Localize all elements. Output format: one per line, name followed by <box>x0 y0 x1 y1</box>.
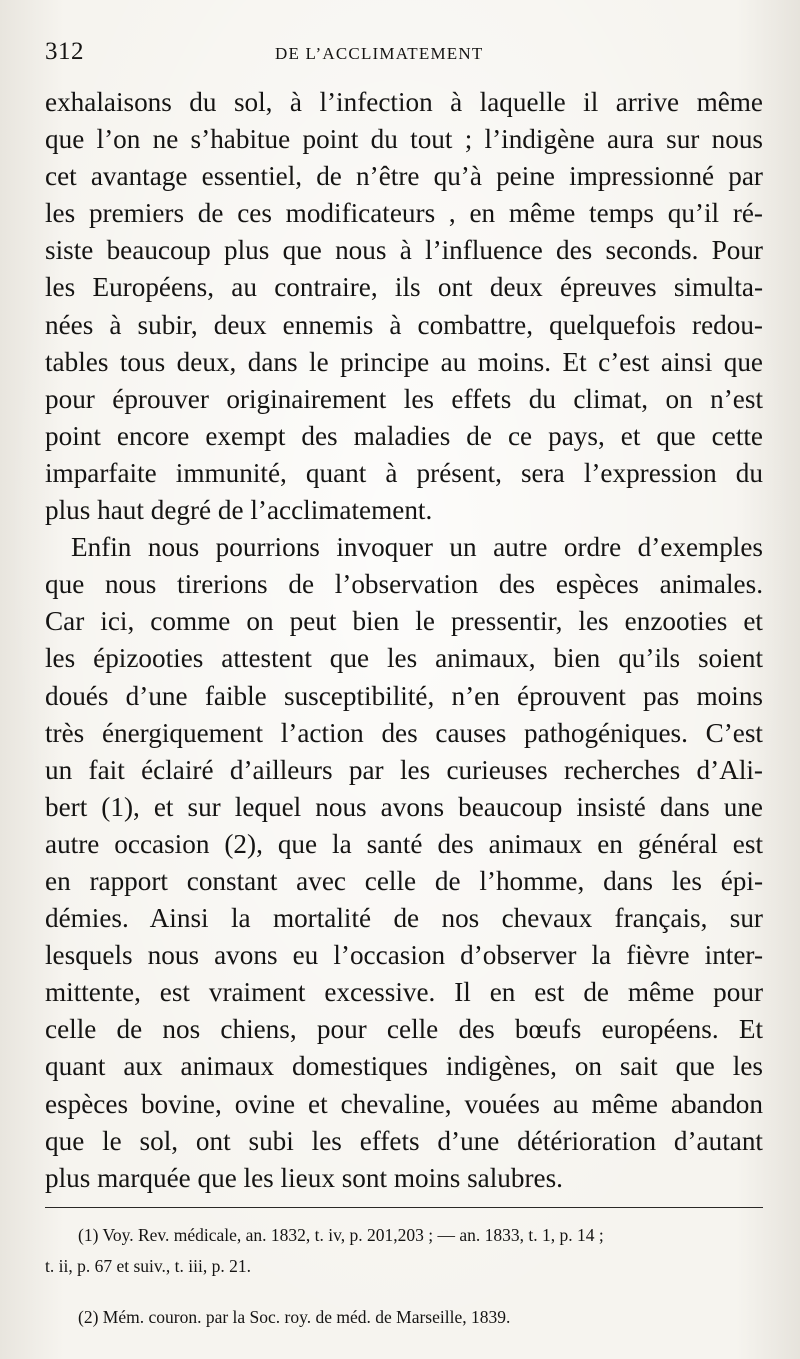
text-line: celle de nos chiens, pour celle des bœufs européens. Et <box>45 1014 763 1045</box>
text-line: très énergiquement l’action des causes pathogéniques. C’est <box>45 717 763 748</box>
text-line: bert (1), et sur lequel nous avons beaucoup insisté dans une <box>45 791 763 822</box>
body-text <box>45 84 763 1197</box>
text-line: que nous tirerions de l’observation des espèces animales. <box>45 569 763 600</box>
text-line: point encore exempt des maladies de ce pays, et que cette <box>45 420 763 451</box>
text-line: espèces bovine, ovine et chevaline, vouées au même abandon <box>45 1088 763 1119</box>
text-line: plus haut degré de l’acclimatement. <box>45 495 433 526</box>
text-line: tables tous deux, dans le principe au moins. Et c’est ainsi que <box>45 346 763 377</box>
text-line: que le sol, ont subi les effets d’une détérioration d’autant <box>45 1125 763 1156</box>
footnote-2: (2) Mém. couron. par la Soc. roy. de méd. de Marseille, 1839. <box>78 1307 511 1327</box>
running-head: DE L’ACCLIMATEMENT <box>275 44 484 63</box>
text-line: doués d’une faible susceptibilité, n’en éprouvent pas moins <box>45 680 763 711</box>
text-line: autre occasion (2), que la santé des animaux en général est <box>45 828 763 859</box>
text-line: les épizooties attestent que les animaux, bien qu’ils soient <box>45 643 763 674</box>
text-line: pour éprouver originairement les effets du climat, on n’est <box>45 383 763 414</box>
text-line: les Européens, au contraire, ils ont deux épreuves simulta- <box>45 272 763 303</box>
text-line: exhalaisons du sol, à l’infection à laquelle il arrive même <box>45 87 763 117</box>
text-line: quant aux animaux domestiques indigènes, on sait que les <box>45 1051 763 1082</box>
text-line: cet avantage essentiel, de n’être qu’à peine impressionné par <box>45 161 763 192</box>
text-line: siste beaucoup plus que nous à l’influence des seconds. Pour <box>45 235 763 266</box>
text-line: un fait éclairé d’ailleurs par les curieuses recherches d’Ali- <box>45 754 763 785</box>
footnotes <box>45 1220 763 1333</box>
text-line: que l’on ne s’habitue point du tout ; l’indigène aura sur nous <box>45 124 763 155</box>
text-line: imparfaite immunité, quant à présent, sera l’expression du <box>45 457 763 488</box>
text-line: nées à subir, deux ennemis à combattre, quelquefois redou- <box>45 309 763 340</box>
footnote-divider <box>45 1207 763 1208</box>
text-line: mittente, est vraiment excessive. Il en est de même pour <box>45 977 763 1008</box>
footnote-1: (1) Voy. Rev. médicale, an. 1832, t. iv, p. 201,203 ; — an. 1833, t. 1, p. 14 ; <box>78 1225 604 1245</box>
text-line: Enfin nous pourrions invoquer un autre ordre d’exemples <box>71 532 763 563</box>
text-line: les premiers de ces modificateurs , en même temps qu’il ré- <box>45 198 763 229</box>
text-line: en rapport constant avec celle de l’homme, dans les épi- <box>45 865 763 896</box>
page-header <box>45 38 762 78</box>
text-line: démies. Ainsi la mortalité de nos chevaux français, sur <box>45 903 763 934</box>
page-number: 312 <box>45 38 84 65</box>
footnote-1-continuation: t. ii, p. 67 et suiv., t. iii, p. 21. <box>45 1256 251 1276</box>
text-line: lesquels nous avons eu l’occasion d’observer la fièvre inter- <box>45 940 763 971</box>
text-line: Car ici, comme on peut bien le pressentir, les enzooties et <box>45 606 763 637</box>
text-line: plus marquée que les lieux sont moins salubres. <box>45 1162 563 1193</box>
